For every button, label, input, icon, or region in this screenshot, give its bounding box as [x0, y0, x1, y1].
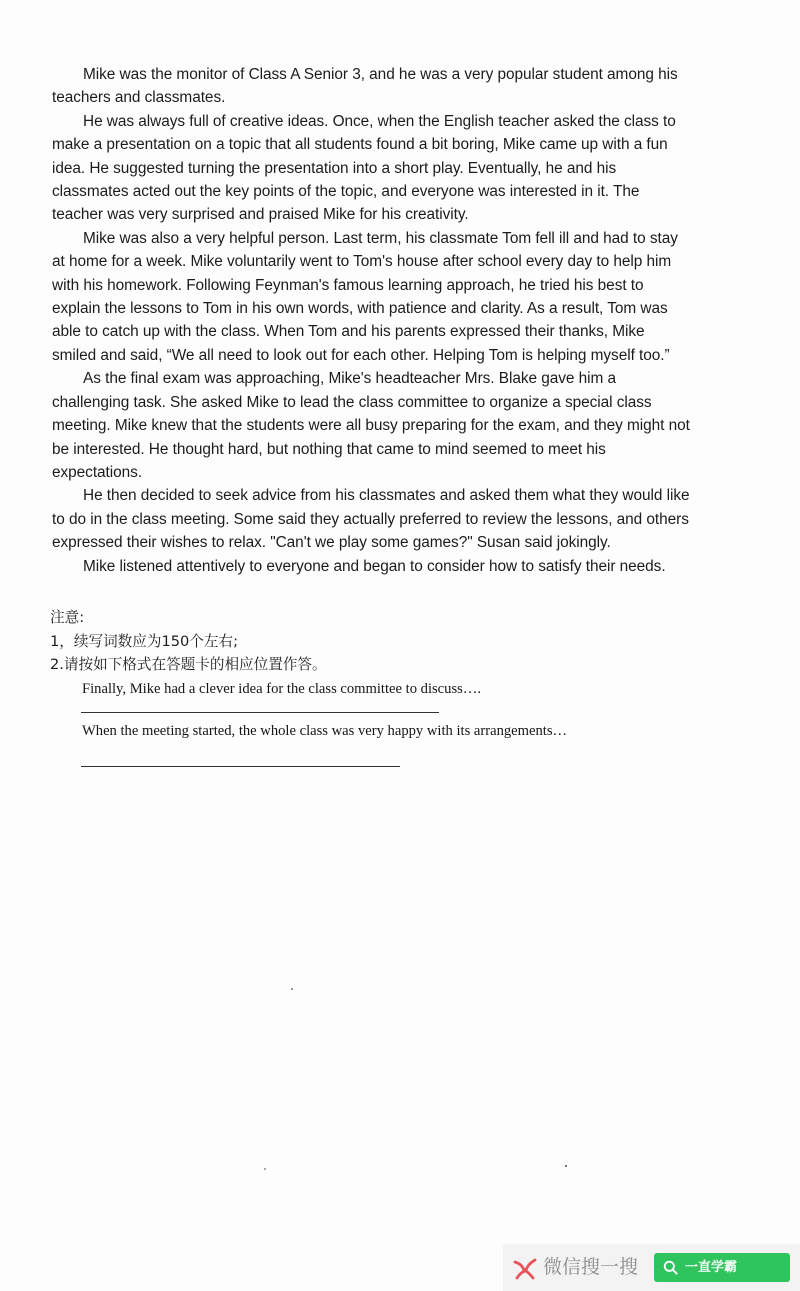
instructions-block [50, 606, 690, 677]
wechat-search-watermark[interactable] [503, 1244, 800, 1291]
answer-line-2 [81, 766, 400, 767]
instructions-heading: 注意: [50, 609, 85, 626]
scan-speck [291, 988, 293, 990]
watermark-text: 微信搜一搜 [543, 1256, 639, 1278]
continuation-prompt-2: When the meeting started, the whole class was very happy with its arrangements… [82, 723, 568, 739]
passage-paragraph-1: Mike was the monitor of Class A Senior 3, and he was a very popular student among his teachers and classmates. [52, 66, 678, 107]
wechat-search-logo-icon [511, 1254, 539, 1282]
passage-paragraph-4: As the final exam was approaching, Mike's headteacher Mrs. Blake gave him a challenging task. She asked Mike to lead the class committee to organize a special class meeting. Mike knew that the students were all busy preparing for the exam, and they might not be interested. He thought hard, but nothing that came to mind seemed to meet his expectations. [52, 370, 690, 481]
passage-paragraph-3: Mike was also a very helpful person. Last term, his classmate Tom fell ill and had to stay at home for a week. Mike voluntarily went to Tom's house after school every day to help him with his homework. Following Feynman's famous learning approach, he tried his best to explain the lessons to Tom in his own words, with patience and clarity. As a result, Tom was able to catch up with the class. When Tom and his parents expressed their thanks, Mike smiled and said, “We all need to look out for each other. Helping Tom is helping myself too.” [52, 229, 678, 364]
passage-paragraph-5: He then decided to seek advice from his classmates and asked them what they would like to do in the class meeting. Some said they actually preferred to review the lessons, and others expressed their wishes to relax. "Can't we play some games?" Susan said jokingly. [52, 487, 690, 552]
story-passage [52, 63, 692, 578]
instruction-item-word-count: 1，续写词数应为150个左右; [50, 632, 238, 650]
watermark-search-button[interactable] [654, 1253, 790, 1282]
scan-speck [264, 1168, 266, 1170]
answer-line-1 [81, 712, 439, 713]
passage-paragraph-2: He was always full of creative ideas. Once, when the English teacher asked the class to make a presentation on a topic that all students found a bit boring, Mike came up with a fun idea. He suggested turning the presentation into a short play. Eventually, he and his classmates acted out the key points of the topic, and everyone was interested in it. The teacher was very surprised and praised Mike for his creativity. [52, 112, 676, 224]
watermark-search-label: 一直学霸 [685, 1260, 738, 1275]
continuation-prompt-1: Finally, Mike had a clever idea for the class committee to discuss…. [82, 681, 482, 697]
instruction-item-answer-format: 2.请按如下格式在答题卡的相应位置作答。 [50, 656, 327, 674]
scan-speck [565, 1165, 567, 1167]
passage-paragraph-6: Mike listened attentively to everyone and began to consider how to satisfy their needs. [83, 557, 666, 575]
magnifier-icon [663, 1260, 678, 1275]
